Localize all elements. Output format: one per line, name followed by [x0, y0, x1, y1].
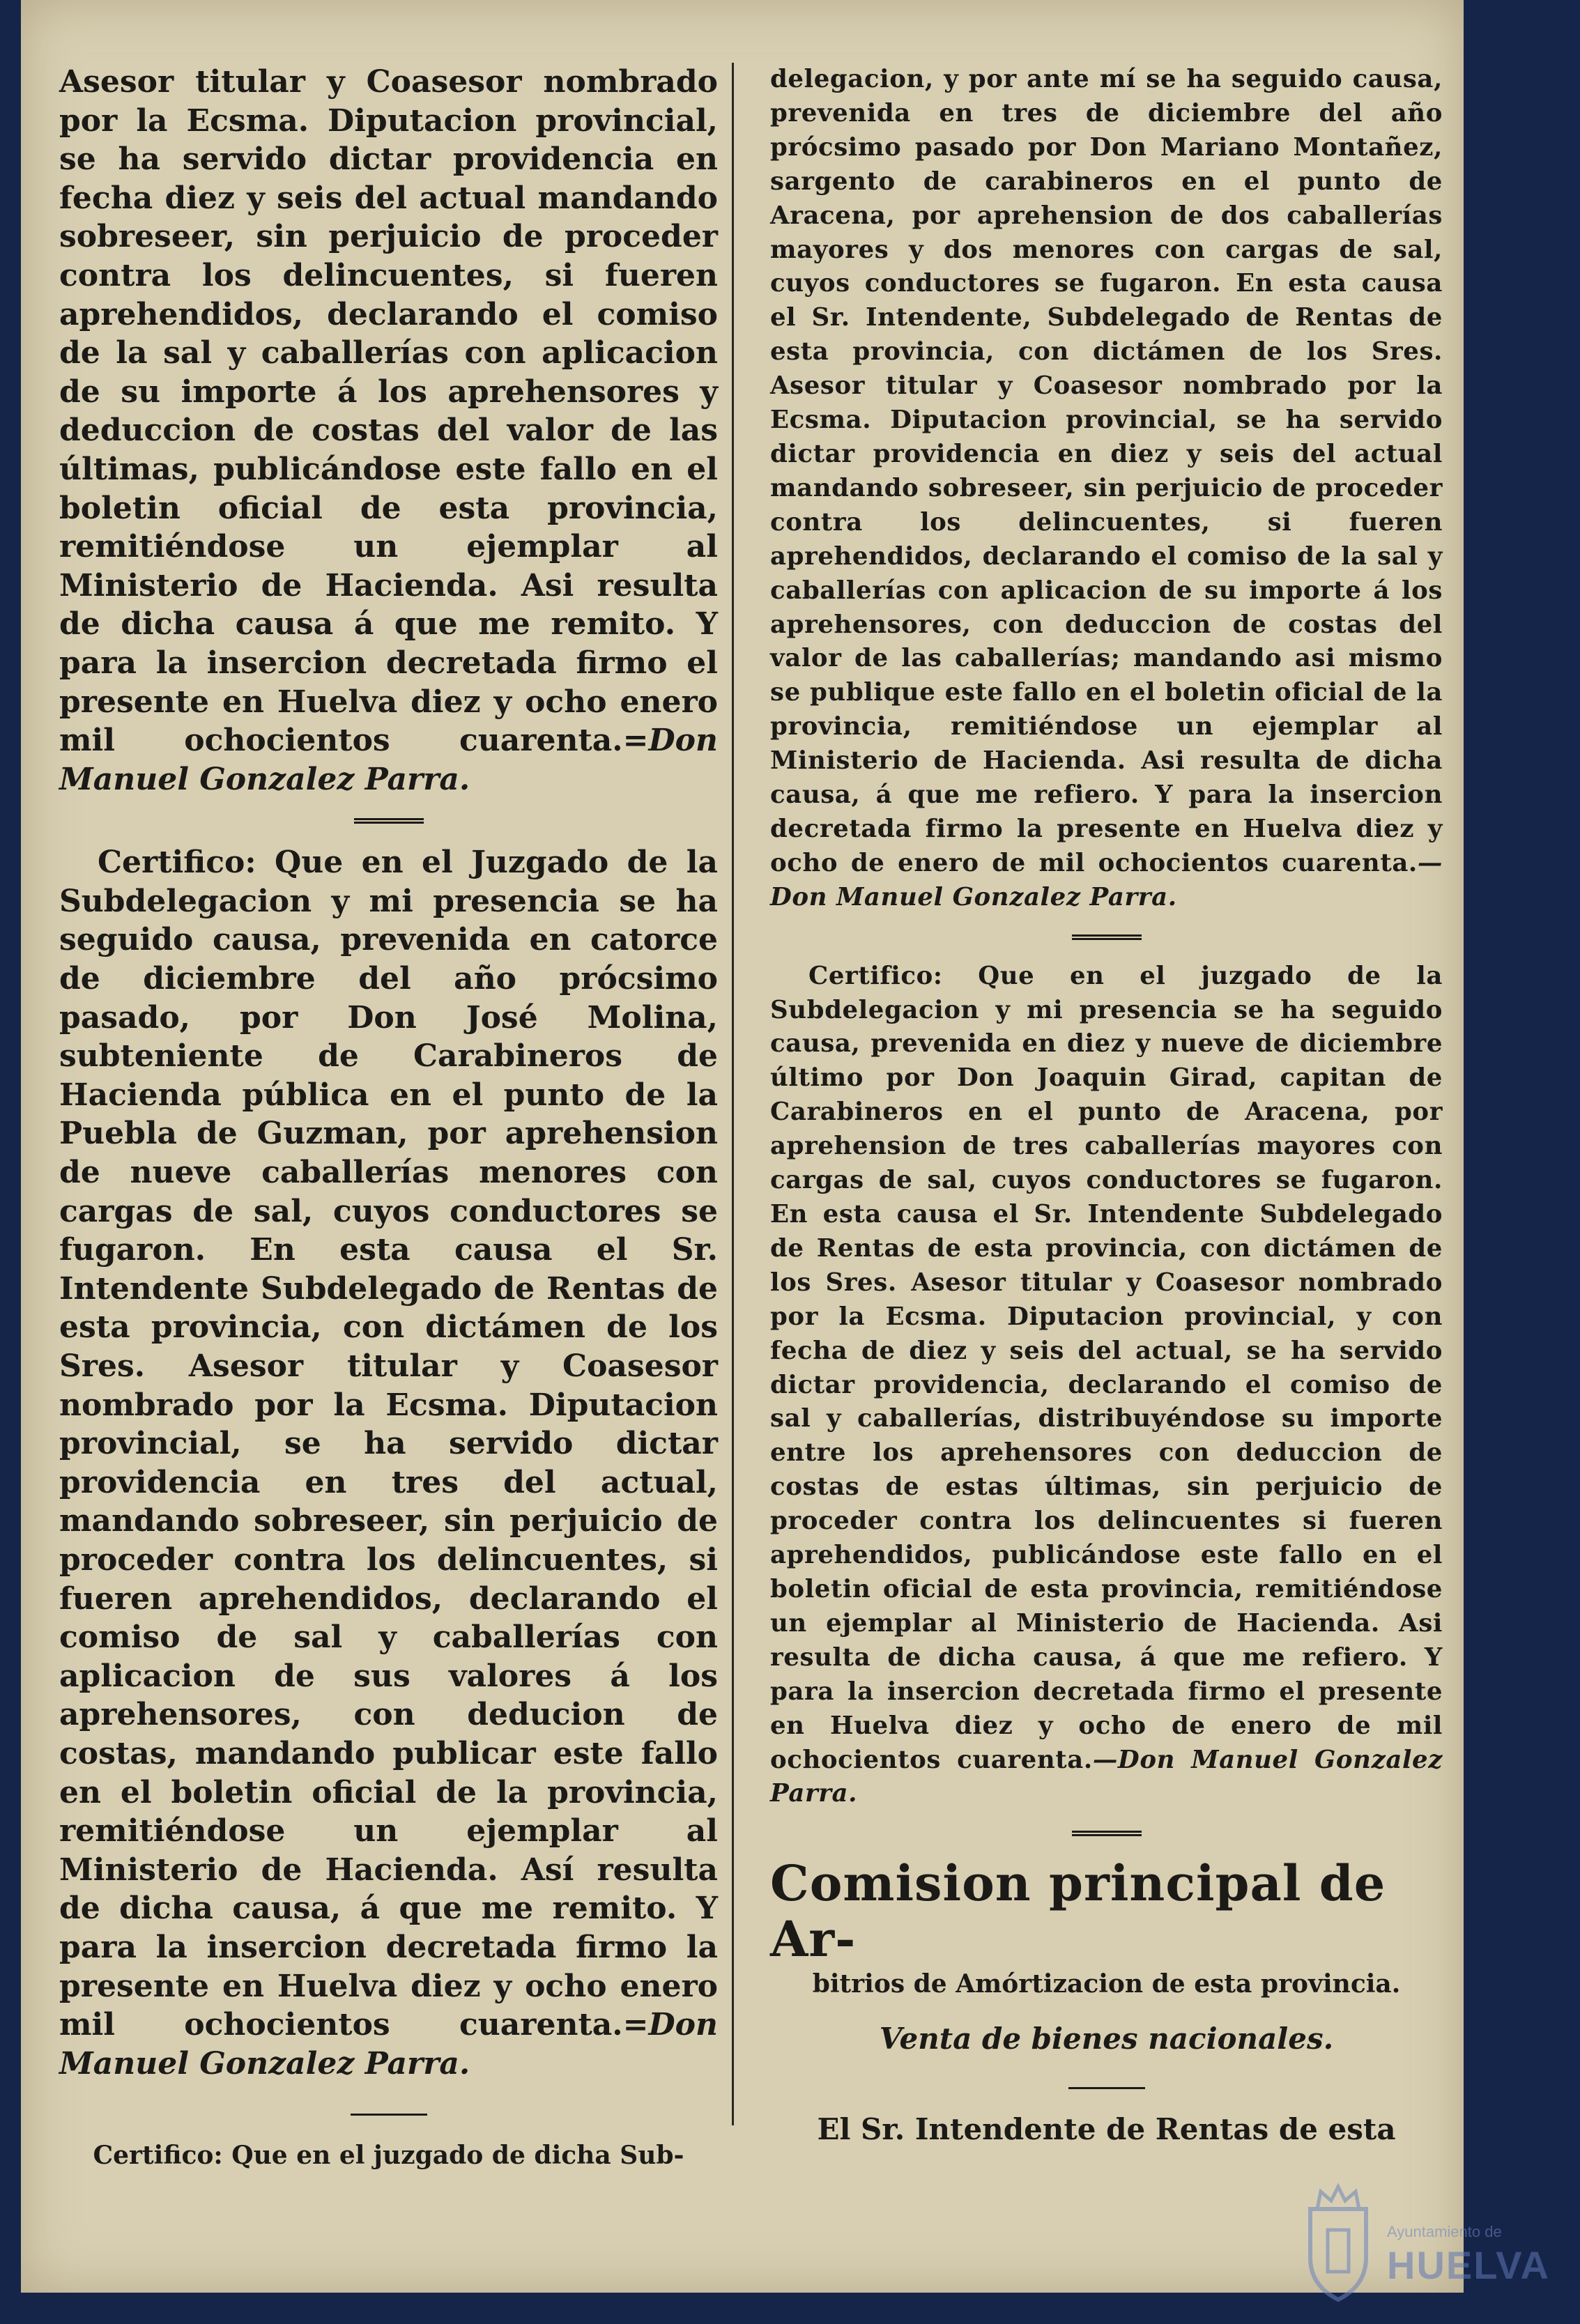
right-continuation-line: El Sr. Intendente de Rentas de esta: [817, 2112, 1396, 2147]
separator-rule: [354, 818, 424, 824]
coat-of-arms-icon: [1296, 2181, 1380, 2303]
watermark-small-text: Ayuntamiento de: [1387, 2223, 1502, 2240]
right-column: [770, 63, 1443, 2147]
left-signature-1: =Don Manuel Gonzalez Parra.: [59, 723, 718, 797]
right-signature-1: —Don Manuel Gonzalez Parra.: [770, 848, 1443, 911]
right-paragraph-1-text: delegacion, y por ante mí se ha seguido causa, prevenida en tres de diciembre del año prócsimo pasado por Don Mariano Montañez, sargento de carabineros en el punto de Aracena, por aprehension de dos caballerías mayores y dos menores con cargas de sal, cuyos conductores se fugaron. En esta causa el Sr. Intendente, Subdelegado de Rentas de esta provincia, con dictámen de los Sres. Asesor titular y Coasesor nombrado por la Ecsma. Diputacion provincial, se ha servido dictar providencia en diez y seis del actual mandando sobreseer, sin perjuicio de proceder contra los delincuentes, si fueren aprehendidos, declarando el comiso de la sal y caballerías con aplicacion de su importe á los aprehensores, con deduccion de costas del valor de las caballerías; mandando asi mismo se publique este fallo en el boletin oficial de la provincia, remitiéndose un ejemplar al Ministerio de Hacienda. Asi resulta de dicha causa, á que me refiero. Y para la insercion decretada firmo la presente en Huelva diez y ocho de enero de mil ochocientos cuarenta.: [770, 65, 1443, 877]
left-paragraph-1-text: Asesor titular y Coasesor nombrado por la Ecsma. Diputacion provincial, se ha servido dictar providencia en fecha diez y seis del actual mandando sobreseer, sin perjuicio de proceder contra los delincuentes, si fueren aprehendidos, declarando el comiso de la sal y caballerías con aplicacion de su importe á los aprehensores y deduccion de costas del valor de las últimas, publicándose este fallo en el boletin oficial de esta provincia, remitiéndose un ejemplar al Ministerio de Hacienda. Asi resulta de dicha causa á que me remito. Y para la insercion decretada firmo el presente en Huelva diez y ocho enero mil ochocientos cuarenta.: [59, 64, 718, 759]
left-paragraph-2-text: Certifico: Que en el Juzgado de la Subdelegacion y mi presencia se ha seguido causa, prevenida en catorce de diciembre del año prócsimo pasado, por Don José Molina, subteniente de Carabineros de Hacienda pública en el punto de la Puebla de Guzman, por aprehension de nueve caballerías menores con cargas de sal, cuyos conductores se fugaron. En esta causa el Sr. Intendente Subdelegado de Rentas de esta provincia, con dictámen de los Sres. Asesor titular y Coasesor nombrado por la Ecsma. Diputacion provincial, se ha servido dictar providencia en tres del actual, mandando sobreseer, sin perjuicio de proceder contra los delincuentes, si fueren aprehendidos, declarando el comiso de sal y caballerías con aplicacion de sus valores á los aprehensores, con deducion de costas, mandando publicar este fallo en el boletin oficial de la provincia, remitiéndose un ejemplar al Ministerio de Hacienda. Así resulta de dicha causa, á que me remito. Y para la insercion decretada firmo la presente en Huelva diez y ocho enero mil ochocientos cuarenta.: [59, 845, 718, 2043]
left-continuation-line: Certifico: Que en el juzgado de dicha Sub-: [93, 2141, 684, 2171]
left-paragraph-2: [59, 843, 718, 2083]
left-column: [59, 63, 718, 2176]
separator-rule: [1068, 2087, 1145, 2089]
section-heading: Comision principal de Ar-: [770, 1854, 1386, 1969]
watermark-logo: [1296, 2181, 1550, 2303]
right-paragraph-1: [770, 63, 1443, 915]
column-divider: [732, 63, 734, 2125]
separator-rule: [1072, 934, 1142, 940]
newspaper-page: [21, 0, 1464, 2293]
separator-rule: [351, 2114, 427, 2116]
separator-rule: [1072, 1831, 1142, 1836]
right-paragraph-2-text: Certifico: Que en el juzgado de la Subdelegacion y mi presencia se ha seguido causa, prevenida en diez y nueve de diciembre último por Don Joaquin Girad, capitan de Carabineros en el punto de Aracena, por aprehension de tres caballerías mayores con cargas de sal, cuyos conductores se fugaron. En esta causa el Sr. Intendente Subdelegado de Rentas de esta provincia, con dictámen de los Sres. Asesor titular y Coasesor nombrado por la Ecsma. Diputacion provincial, y con fecha de diez y seis del actual, se ha servido dictar providencia, declarando el comiso de sal y caballerías, distribuyéndose su importe entre los aprehensores con deduccion de costas de estas últimas, sin perjuicio de proceder contra los delincuentes si fueren aprehendidos, publicándose este fallo en el boletin oficial de esta provincia, remitiéndose un ejemplar al Ministerio de Hacienda. Asi resulta de dicha causa, á que me refiero. Y para la insercion decretada firmo el presente en Huelva diez y ocho de enero de mil ochocientos cuarenta.: [770, 961, 1443, 1774]
section-subheading: bitrios de Amórtizacion de esta provincia.: [812, 1969, 1401, 1999]
section-title: Venta de bienes nacionales.: [879, 2022, 1334, 2056]
watermark-big-text: HUELVA: [1387, 2243, 1550, 2287]
left-paragraph-1: [59, 63, 718, 799]
left-signature-2: =Don Manuel Gonzalez Parra.: [59, 2007, 718, 2081]
right-signature-2: —Don Manuel Gonzalez Parra.: [770, 1745, 1443, 1808]
right-paragraph-2: [770, 960, 1443, 1812]
